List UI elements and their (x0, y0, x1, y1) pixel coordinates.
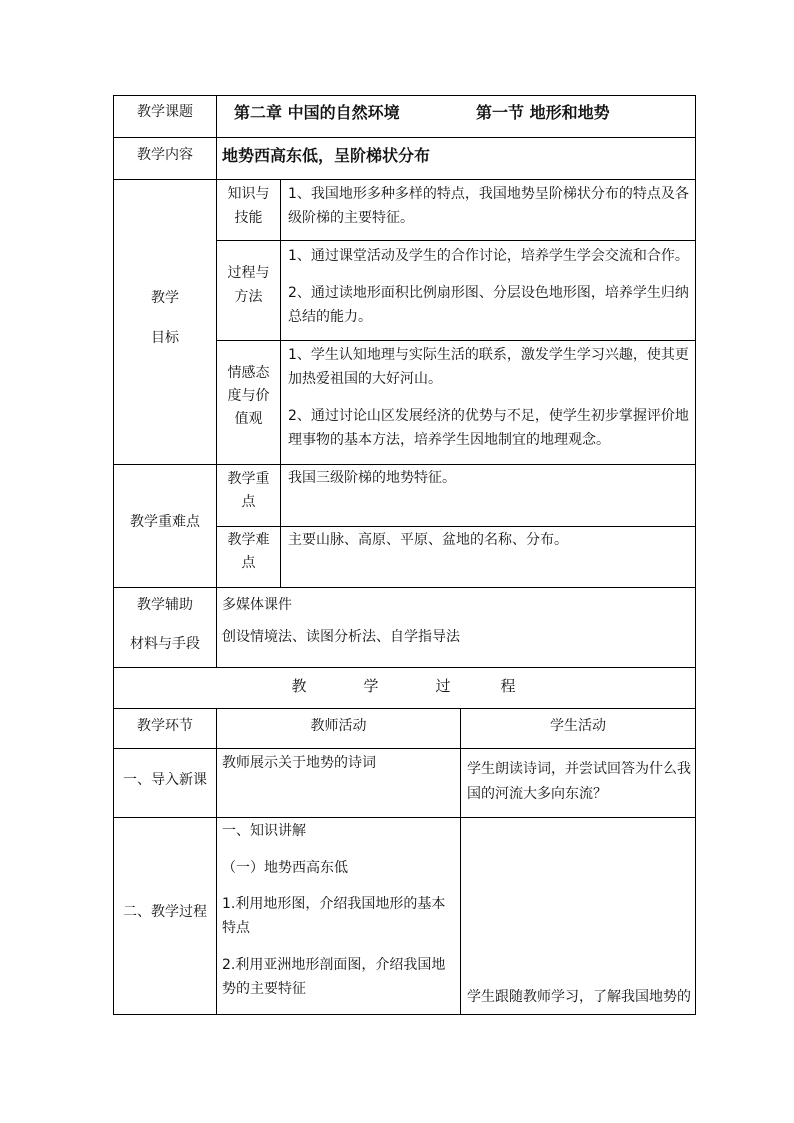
attitude-label: 情感态 (227, 365, 270, 381)
difficulty-text: 主要山脉、高原、平原、盆地的名称、分布。 (288, 532, 568, 548)
process-label: 方法 (234, 289, 263, 305)
table-rule (113, 464, 696, 465)
table-rule (216, 340, 696, 341)
knowledge-text: 级阶梯的主要特征。 (288, 210, 414, 226)
process-title-char: 程 (500, 677, 516, 695)
row2-student: 学生跟随教师学习，了解我国地势的 (467, 989, 691, 1005)
focus-text: 我国三级阶梯的地势特征。 (288, 470, 456, 486)
attitude-text: 加热爱祖国的大好河山。 (288, 371, 442, 387)
process-text: 1、通过课堂活动及学生的合作讨论，培养学生学会交流和合作。 (288, 248, 689, 264)
col-stage-header: 教学环节 (137, 718, 193, 734)
topic-section: 第一节 地形和地势 (476, 103, 610, 122)
row2-teacher: 2.利用亚洲地形剖面图，介绍我国地 (222, 957, 446, 973)
aids-label: 材料与手段 (130, 636, 200, 652)
table-border-bottom (113, 1014, 696, 1015)
attitude-text: 2、通过讨论山区发展经济的优势与不足，使学生初步掌握评价地 (288, 408, 689, 424)
row1-student: 国的河流大多向东流？ (467, 786, 607, 802)
table-rule (113, 748, 696, 749)
col-teacher-header: 教师活动 (310, 718, 367, 734)
objectives-label: 教学 (151, 290, 179, 306)
table-divider (460, 708, 461, 1015)
row2-teacher: 一、知识讲解 (222, 823, 306, 839)
table-rule (216, 526, 696, 527)
table-rule (113, 587, 696, 588)
row1-teacher: 教师展示关于地势的诗词 (222, 755, 376, 771)
content-label: 教学内容 (137, 147, 193, 163)
process-title-char: 学 (363, 677, 379, 695)
table-rule (216, 240, 696, 241)
table-border-right (695, 95, 696, 1015)
table-divider (216, 708, 217, 1015)
keypoints-label: 教学重难点 (130, 514, 200, 530)
knowledge-label: 技能 (234, 210, 263, 226)
table-rule (113, 708, 696, 709)
knowledge-label: 知识与 (227, 186, 270, 202)
col-student-header: 学生活动 (550, 718, 606, 734)
row2-teacher: 1.利用地形图，介绍我国地形的基本 (222, 896, 446, 912)
aids-text: 创设情境法、读图分析法、自学指导法 (222, 629, 460, 645)
process-title-char: 过 (435, 677, 451, 695)
table-border-top (113, 95, 696, 96)
process-text: 总结的能力。 (288, 309, 372, 325)
difficulty-label: 教学难 (227, 532, 270, 548)
row2-teacher: 势的主要特征 (222, 981, 306, 997)
focus-label: 教学重 (227, 471, 270, 487)
row1-stage: 一、导入新课 (123, 772, 207, 788)
attitude-label: 值观 (234, 411, 263, 427)
focus-label: 点 (241, 494, 256, 510)
aids-text: 多媒体课件 (222, 597, 292, 613)
table-rule (113, 179, 696, 180)
knowledge-text: 1、我国地形多种多样的特点，我国地势呈阶梯状分布的特点及各 (288, 186, 689, 202)
content-value: 地势西高东低，呈阶梯状分布 (222, 146, 431, 165)
topic-label: 教学课题 (137, 104, 193, 120)
table-rule (113, 817, 696, 818)
table-border-left (113, 95, 114, 1015)
attitude-text: 1、学生认知地理与实际生活的联系，激发学生学习兴趣，使其更 (288, 347, 689, 363)
topic-chapter: 第二章 中国的自然环境 (234, 103, 400, 122)
row2-stage: 二、教学过程 (123, 904, 207, 920)
table-rule (113, 667, 696, 668)
table-rule (113, 137, 696, 138)
row2-teacher: 特点 (222, 920, 250, 936)
aids-label: 教学辅助 (137, 597, 193, 613)
process-title-char: 教 (291, 677, 307, 695)
difficulty-label: 点 (241, 555, 256, 571)
row2-teacher: （一）地势西高东低 (222, 860, 348, 876)
attitude-text: 理事物的基本方法，培养学生因地制宜的地理观念。 (288, 432, 610, 448)
process-label: 过程与 (227, 265, 270, 281)
row1-student: 学生朗读诗词，并尝试回答为什么我 (467, 761, 691, 777)
attitude-label: 度与价 (227, 388, 270, 404)
objectives-label: 目标 (151, 330, 179, 346)
table-divider (280, 179, 281, 588)
process-text: 2、通过读地形面积比例扇形图、分层设色地形图，培养学生归纳 (288, 285, 689, 301)
